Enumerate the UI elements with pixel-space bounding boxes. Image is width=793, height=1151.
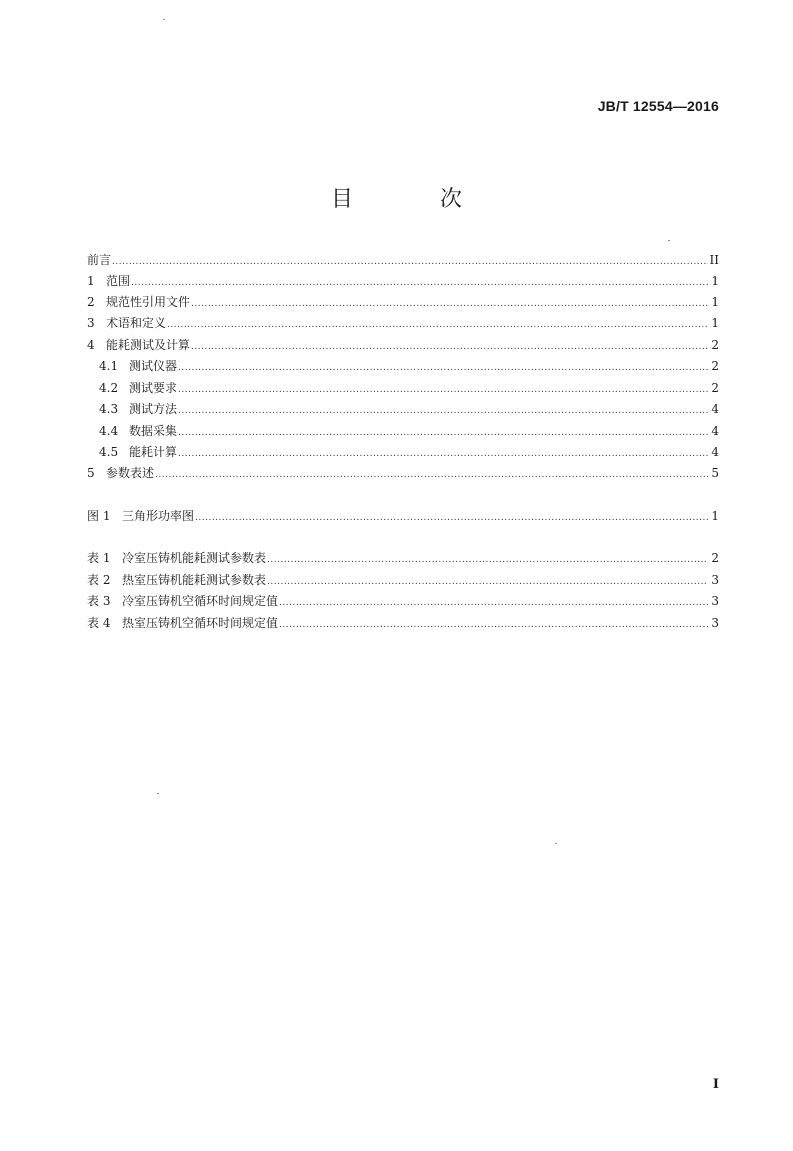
scan-speck [555, 843, 557, 844]
toc-entry-number: 2 [87, 295, 95, 309]
toc-entry-label: 术语和定义 [106, 316, 167, 330]
toc-entry-number: 1 [87, 274, 95, 288]
toc-entry-page: 2 [711, 359, 719, 373]
table-page: 3 [711, 594, 719, 608]
scan-speck [157, 793, 159, 794]
dot-leader [178, 380, 708, 396]
toc-entry-number: 3 [87, 316, 95, 330]
dot-leader [267, 572, 708, 588]
toc-table-4[interactable] [87, 615, 719, 631]
figure-number: 图 1 [87, 509, 111, 523]
dot-leader [279, 593, 708, 609]
toc-entry-label: 数据采集 [129, 424, 178, 438]
dot-leader [155, 465, 708, 481]
toc-entry-label: 能耗测试及计算 [106, 338, 191, 352]
toc-entry-label: 范围 [106, 274, 131, 288]
table-label: 冷室压铸机能耗测试参数表 [122, 551, 267, 565]
toc-entry-page: 2 [711, 338, 719, 352]
toc-entry-5[interactable] [87, 465, 719, 481]
toc-entry-number: 5 [87, 466, 95, 480]
toc-entry-page: 1 [711, 316, 719, 330]
table-label: 热室压铸机空循环时间规定值 [122, 616, 279, 630]
toc-entry-number: 4.2 [99, 381, 119, 395]
toc-table-3[interactable] [87, 593, 719, 609]
toc-entry-4-5[interactable] [99, 444, 719, 460]
toc-entry-label: 前言 [87, 253, 112, 267]
toc-entry-page: 4 [711, 445, 719, 459]
table-page: 3 [711, 573, 719, 587]
toc-entry-4-4[interactable] [99, 423, 719, 439]
dot-leader [267, 550, 708, 566]
dot-leader [178, 401, 708, 417]
toc-figure-1[interactable] [87, 508, 719, 524]
toc-entry-page: 5 [711, 466, 719, 480]
dot-leader [112, 252, 708, 268]
toc-entry-1[interactable] [87, 273, 719, 289]
dot-leader [178, 358, 708, 374]
toc-entry-label: 测试要求 [129, 381, 178, 395]
toc-title: 目 次 [331, 187, 502, 212]
scan-speck [668, 240, 670, 241]
table-number: 表 3 [87, 594, 111, 608]
toc-entry-number: 4.4 [99, 424, 119, 438]
dot-leader [195, 508, 708, 524]
dot-leader [167, 315, 708, 331]
dot-leader [178, 444, 708, 460]
toc-entry-number: 4.5 [99, 445, 119, 459]
toc-table-2[interactable] [87, 572, 719, 588]
standard-code: JB/T 12554—2016 [597, 98, 719, 114]
toc-entry-page: II [709, 253, 719, 267]
dot-leader [178, 423, 708, 439]
page-number: I [712, 1077, 719, 1092]
toc-table-1[interactable] [87, 550, 719, 566]
toc-entry-2[interactable] [87, 294, 719, 310]
toc-entry-3[interactable] [87, 315, 719, 331]
table-label: 冷室压铸机空循环时间规定值 [122, 594, 279, 608]
toc-entry-4-1[interactable] [99, 358, 719, 374]
table-page: 2 [711, 551, 719, 565]
toc-entry-label: 能耗计算 [129, 445, 178, 459]
toc-entry-number: 4.3 [99, 402, 119, 416]
toc-entry-number: 4 [87, 338, 95, 352]
toc-entry-number: 4.1 [99, 359, 119, 373]
toc-entry-label: 规范性引用文件 [106, 295, 191, 309]
toc-entry-page: 4 [711, 424, 719, 438]
dot-leader [279, 615, 708, 631]
toc-entry-page: 1 [711, 295, 719, 309]
toc-entry-label: 参数表述 [106, 466, 155, 480]
toc-entry-label: 测试仪器 [129, 359, 178, 373]
table-number: 表 4 [87, 616, 111, 630]
toc-entry-page: 1 [711, 274, 719, 288]
toc-entry-page: 4 [711, 402, 719, 416]
table-number: 表 2 [87, 573, 111, 587]
table-number: 表 1 [87, 551, 111, 565]
table-label: 热室压铸机能耗测试参数表 [122, 573, 267, 587]
dot-leader [191, 294, 708, 310]
toc-entry-4-2[interactable] [99, 380, 719, 396]
dot-leader [131, 273, 708, 289]
toc-entry-label: 测试方法 [129, 402, 178, 416]
toc-entry-foreword[interactable] [87, 252, 719, 268]
toc-entry-page: 2 [711, 381, 719, 395]
scan-speck [163, 19, 165, 20]
figure-page: 1 [711, 509, 719, 523]
toc-entry-4[interactable] [87, 337, 719, 353]
toc-entry-4-3[interactable] [99, 401, 719, 417]
dot-leader [191, 337, 708, 353]
table-page: 3 [711, 616, 719, 630]
figure-label: 三角形功率图 [122, 509, 195, 523]
